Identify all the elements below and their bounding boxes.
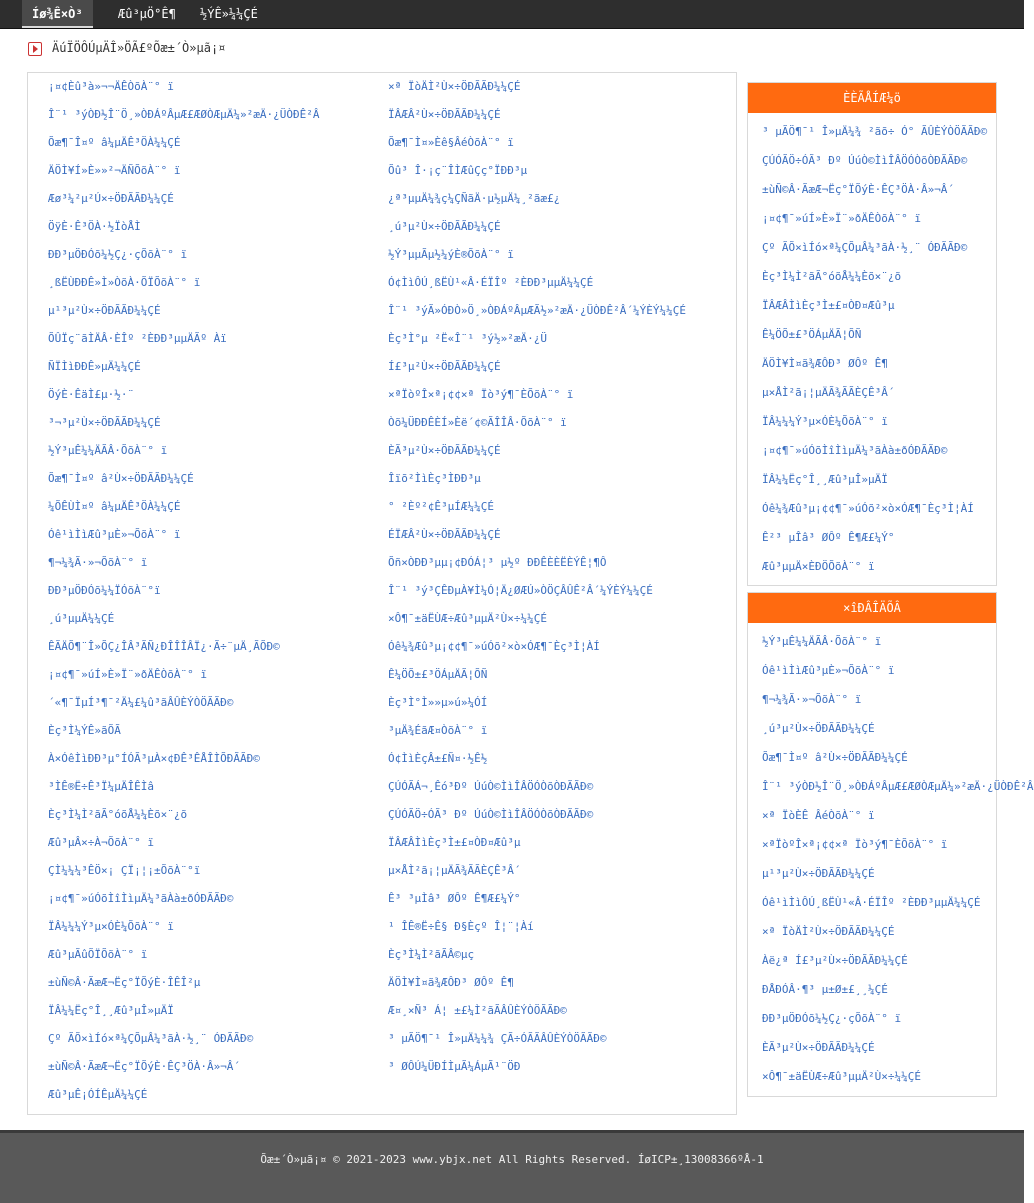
article-link[interactable]: µ×ÅÌ²ã¡¦µÄÃ¾ÃÃÈÇÊ³Â´	[388, 864, 521, 877]
article-link[interactable]: ÑÏÌìÐÐÊ»µÄ¼¼ÇÉ	[48, 360, 141, 373]
article-link[interactable]: Ê³ ³µÌâ³ ØÔº Ê¶Æ£¼Ý°	[388, 892, 521, 905]
sidebar-article-link[interactable]: Óê¹ìÌìÆû³µÈ»¬ÕõÀ¨° ï	[762, 664, 895, 677]
article-link[interactable]: ×Ô¶¯±äËÙÆ÷Æû³µµÄ²Ù×÷¼¼ÇÉ	[388, 612, 547, 625]
article-link[interactable]: Èç³Ì°Ì»»µ»ú»¼ÓÍ	[388, 696, 488, 709]
sidebar-article-link[interactable]: µ×ÅÌ²ã¡¦µÄÃ¾ÃÃÈÇÊ³Â´	[762, 386, 895, 399]
article-link[interactable]: ÈÃ³µ²Ù×÷ÖÐÃÃÐ¼¼ÇÉ	[388, 444, 501, 457]
article-link[interactable]: ÇÚÓÃÖ÷ÓÃ³ Ðº ÚúÒ©ÌìÎÂÖÓÒõÒÐÃÃÐ©	[388, 808, 594, 821]
sidebar-article-link[interactable]: ×ªÏòºÎ×ª¡¢¢×ª Ïò³ý¶¯ÈÕõÀ¨° ï	[762, 838, 948, 851]
article-link[interactable]: ³¬³µ²Ù×÷ÖÐÃÃÐ¼¼ÇÉ	[48, 416, 161, 429]
sidebar-article-link[interactable]: Ê¼ÖÕ±£³ÖÁµÄÃ¦ÕÑ	[762, 328, 862, 341]
sidebar-latest-title: ×îÐÂÎÄÕÂ	[748, 593, 996, 623]
article-link[interactable]: ÖÿÈ·Ê³ÖÀ·½ÏòÅÌ	[48, 220, 141, 233]
article-link[interactable]: ¶¬¼¾Ã·»¬ÕõÀ¨° ï	[48, 556, 148, 569]
article-link[interactable]: ±ùÑ©Â·ÃæÆ¬Ëç°ÏÕýÈ·ÊÇ³ÖÀ·Â»¬Â´	[48, 1060, 241, 1073]
article-link[interactable]: Èç³Ì°µ ²Ë«Î¨¹ ³ý½»²æÄ·¿Ü	[388, 332, 547, 345]
article-link[interactable]: ¿ª³µµÄ¼¾ç¼ÇÑãÄ·µ½µÄ¼¸²ãæ£¿	[388, 192, 561, 205]
article-link[interactable]: µ¹³µ²Ù×÷ÖÐÃÃÐ¼¼ÇÉ	[48, 304, 161, 317]
nav-tab-home[interactable]: Íø¾Ê×Ò³	[22, 0, 93, 28]
sidebar-latest-list	[748, 623, 1034, 1091]
article-link[interactable]: Æû³µÂ×÷À¬ÕõÀ¨° ï	[48, 836, 154, 849]
article-link[interactable]: Èç³Ì¼Ì²ãÃ°óõÅ¼¼Èõ×¨¿õ	[48, 808, 188, 821]
sidebar-article-link[interactable]: Çº ÃÕ×ìÍó×ª¼ÇÕµÂ¼³ãÀ·½¸¨ ÓÐÃÃÐ©	[762, 241, 968, 254]
article-link[interactable]: ° ²Èº²¢Ê³µÍÆ¼¼ÇÉ	[388, 500, 494, 513]
sidebar-article-link[interactable]: µ¹³µ²Ù×÷ÖÐÃÃÐ¼¼ÇÉ	[762, 867, 875, 880]
article-link[interactable]: ÐÐ³µÖÐÓõ¼¼ÏÓõÀ¨°ï	[48, 584, 161, 597]
sidebar-hot-panel	[747, 82, 997, 586]
article-link[interactable]: ±ùÑ©Â·ÃæÆ¬Ëç°ÏÕýÈ·ÎÊÎ²µ	[48, 976, 201, 989]
article-link[interactable]: Í£³µ²Ù×÷ÖÐÃÃÐ¼¼ÇÉ	[388, 360, 501, 373]
sidebar-article-link[interactable]: Óê¼¾Æû³µ¡¢¢¶¯»úÓõ²×ò×ÓÆ¶¯Èç³Ì¦ÀÍ	[762, 502, 974, 515]
footer-copyright: Õæ±´Ò»µã¡¤ © 2021-2023 www.ybjx.net All Rights Reserved. ÍøICP±¸13008366ºÅ-1	[260, 1153, 764, 1166]
sidebar-article-link[interactable]: Æû³µµÄ×ÈÐÖÕõÀ¨° ï	[762, 560, 875, 573]
article-link[interactable]: Æ¤¸×Ñ³ Á¦ ±£¼Ì²ãÃÂÛÈÝÒÖÃÃÐ©	[388, 1004, 567, 1017]
article-link[interactable]: ¡¤¢Èû³à»¬¬ÄÊÒõÀ¨° ï	[48, 80, 174, 93]
article-link[interactable]: Óê¹ìÌìÆû³µÈ»¬ÕõÀ¨° ï	[48, 528, 181, 541]
article-link[interactable]: Î¨¹ ³ýÃ»ÓÐÒ»Ö¸»ÒÐÁºÂµÆÃ½»²æÄ·¿ÜÒÐÊ²Â´¼ÝÈÝ¼¼ÇÉ	[388, 304, 687, 317]
article-link[interactable]: Èç³Ì¼ÝÊ»ãÕÃ	[48, 724, 121, 737]
top-navigation	[0, 0, 1024, 29]
nav-tab-driving-skills[interactable]: ½ÝÊ»¼¼ÇÉ	[200, 7, 258, 21]
sidebar-article-link[interactable]: ÐÐ³µÖÐÓõ¼½Ç¿·çÕõÀ¨° ï	[762, 1012, 902, 1025]
sidebar-article-link[interactable]: ÐÅÐÓÂ·¶³ µ±Ø±£¸¸¼ÇÉ	[762, 983, 888, 996]
sidebar-article-link[interactable]: Ê²³ µÎâ³ ØÔº Ê¶Æ£¼Ý°	[762, 531, 895, 544]
sidebar-article-link[interactable]: ÇÚÓÃÖ÷ÓÃ³ Ðº ÚúÒ©ÌìÎÂÖÓÒõÒÐÃÃÐ©	[762, 154, 968, 167]
article-link[interactable]: ´«¶¯ÏµÍ³¶¯²Ä¼£¼û³ãÂÛÈÝÒÖÃÃÐ©	[48, 696, 234, 709]
article-link[interactable]: ÏÂÆÂÌìÈç³Ì±£¤ÒÐ¤Æû³µ	[388, 836, 521, 849]
sidebar-article-link[interactable]: ¶¬¼¾Ã·»¬ÕõÀ¨° ï	[762, 693, 862, 706]
sidebar-article-link[interactable]: ÈÃ³µ²Ù×÷ÖÐÃÃÐ¼¼ÇÉ	[762, 1041, 875, 1054]
article-column-left	[48, 73, 378, 1109]
article-column-right	[388, 73, 718, 1081]
article-link[interactable]: ¡¤¢¶¯»úÍ»È»Ï¨»ðÄÊÒõÀ¨° ï	[48, 668, 207, 681]
play-icon	[28, 42, 42, 56]
article-link[interactable]: ÐÐ³µÖÐÓõ¼½Ç¿·çÕõÀ¨° ï	[48, 248, 188, 261]
sidebar-article-link[interactable]: ¡¤¢¶¯»úÓõÌîÌìµÄ¼³ãÀà±ðÓÐÃÃÐ©	[762, 444, 948, 457]
sidebar-article-link[interactable]: ÏÂÆÂÌìÈç³Ì±£¤ÒÐ¤Æû³µ	[762, 299, 895, 312]
article-link[interactable]: Õû³ Î·¡ç¨ÎÌÆûÇç°ÏÐÐ³µ	[388, 164, 528, 177]
article-link[interactable]: ÕÛÏç¨ãÌÄÂ·ÈÎº ²ÈÐÐ³µµÄÃº Àï	[48, 332, 227, 345]
article-link[interactable]: ÏÂÆÂ²Ù×÷ÖÐÃÃÐ¼¼ÇÉ	[388, 108, 501, 121]
article-link[interactable]: Çº ÃÕ×ìÍó×ª¼ÇÕµÂ¼³ãÀ·½¸¨ ÓÐÃÃÐ©	[48, 1032, 254, 1045]
article-link[interactable]: ¸ßËÙÐÐÊ»Ì»ÒõÀ·ÕÏÕõÀ¨° ï	[48, 276, 201, 289]
article-link[interactable]: ÉÏÆÂ²Ù×÷ÖÐÃÃÐ¼¼ÇÉ	[388, 528, 501, 541]
sidebar-article-link[interactable]: ³ µÃÖ¶¯¹ Î»µÄ¼¾ ²ãõ÷ Ó° ÃÛÈÝÒÖÃÃÐ©	[762, 125, 988, 138]
article-link[interactable]: ÄÖÌ¥Í»È»»²¬ÄÑÕõÀ¨° ï	[48, 164, 181, 177]
article-link[interactable]: Ó¢ÌìÈçÂ±£Ñ¤·½Ê½	[388, 752, 488, 765]
article-link[interactable]: Î¨¹ ³ý³ÇÊÐµÀ¥Ì¼Ó¦Ä¿ØÆÚ»ÒÖÇÂÛÊ²Â´¼ÝÈÝ¼¼ÇÉ	[388, 584, 653, 597]
article-list-box	[27, 72, 737, 1115]
article-link[interactable]: ×ªÏòºÎ×ª¡¢¢×ª Ïò³ý¶¯ÈÕõÀ¨° ï	[388, 388, 574, 401]
sidebar-article-link[interactable]: ¡¤¢¶¯»úÍ»È»Ï¨»ðÄÊÒõÀ¨° ï	[762, 212, 921, 225]
sidebar-article-link[interactable]: ±ùÑ©Â·ÃæÆ¬Ëç°ÏÕýÈ·ÊÇ³ÖÀ·Â»¬Â´	[762, 183, 955, 196]
article-link[interactable]: ÇÌ¼¼¼³ÊÖ×¡ ÇÏ¡¦¡±ÕõÀ¨°ï	[48, 864, 201, 877]
sidebar-article-link[interactable]: Î¨¹ ³ýÒÐ½Î¨Ö¸»ÒÐÁºÂµÆ£ÆØÒÆµÄ¼»²æÄ·¿ÜÒÐÊ²Â	[762, 780, 1034, 793]
sidebar-article-link[interactable]: ÏÂ¼¼Ëç°Î¸¸Æû³µÎ»µÄÏ	[762, 473, 888, 486]
article-link[interactable]: ¸ú³µµÄ¼¼ÇÉ	[48, 612, 115, 625]
sidebar-article-link[interactable]: ×Ô¶¯±äËÙÆ÷Æû³µµÄ²Ù×÷¼¼ÇÉ	[762, 1070, 921, 1083]
sidebar-article-link[interactable]: ÄÖÌ¥Ì¤ã¾ÆÔÐ³ ØÔº Ê¶	[762, 357, 888, 370]
sidebar-article-link[interactable]: ¸ú³µ²Ù×÷ÖÐÃÃÐ¼¼ÇÉ	[762, 722, 875, 735]
article-link[interactable]: Õæ¶¯Ì¤º â²Ù×÷ÖÐÃÃÐ¼¼ÇÉ	[48, 472, 194, 485]
article-link[interactable]: ¼ÕÊÙÌ¤º â¼µÄÊ³ÖÀ¼¼ÇÉ	[48, 500, 181, 513]
article-link[interactable]: Æû³µÊ¡ÓÍÊµÄ¼¼ÇÉ	[48, 1088, 148, 1101]
sidebar-article-link[interactable]: Èç³Ì¼Ì²ãÃ°óõÅ¼¼Èõ×¨¿õ	[762, 270, 902, 283]
article-link[interactable]: ³ µÃÖ¶¯¹ Î»µÄ¼¼¾ ÇÃ÷ÓÃÃÂÛÈÝÒÖÃÃÐ©	[388, 1032, 607, 1045]
sidebar-article-link[interactable]: Õæ¶¯Ì¤º â²Ù×÷ÖÐÃÃÐ¼¼ÇÉ	[762, 751, 908, 764]
sidebar-article-link[interactable]: ½Ý³µÊ¼¼ÄÃÂ·ÕõÀ¨° ï	[762, 635, 882, 648]
breadcrumb-text[interactable]: ÄúÏÖÔÚµÄÎ»ÖÃ£ºÕæ±´Ò»µã¡¤	[52, 41, 226, 55]
article-link[interactable]: Î¨¹ ³ýÒÐ½Î¨Ö¸»ÒÐÁºÂµÆ£ÆØÒÆµÄ¼»²æÄ·¿ÜÒÐÊ²Â	[48, 108, 320, 121]
sidebar-article-link[interactable]: ÏÂ¼¼¼Ý³µ×ÓÈ¼ÕõÀ¨° ï	[762, 415, 888, 428]
article-link[interactable]: À×ÓêÌìÐÐ³µ°ÍÓÃ³µÀ×¢ÐÊ³ÊÅÎÌÕÐÃÃÐ©	[48, 752, 260, 765]
article-link[interactable]: ÊÃÄÕ¶¨Î»ÕÇ¿ÎÂ³ÃÑ¿ÐÎÎÎÂÏ¿·Ã÷¨µÄ¸ÃÕÐ©	[48, 640, 280, 653]
article-link[interactable]: Îïõ²ÌìÈç³ÌÐÐ³µ	[388, 472, 481, 485]
article-link[interactable]: Èç³Ì¼Ì²ãÃÂ©µç	[388, 948, 475, 961]
article-link[interactable]: ½Ý³µÊ¼¼ÄÃÂ·ÕõÀ¨° ï	[48, 444, 168, 457]
sidebar-hot-title: ÈÈÃÅÍÆ¼ö	[748, 83, 996, 113]
article-link[interactable]: Ó¢ÌìÔÚ¸ßËÙ¹«Â·ÉÏÎº ²ÈÐÐ³µµÄ¼¼ÇÉ	[388, 276, 594, 289]
article-link[interactable]: ³µÄ¾ÉãÆ¤ÒõÀ¨° ï	[388, 724, 488, 737]
article-link[interactable]: ×ª ÏòÄÌ²Ù×÷ÖÐÃÃÐ¼¼ÇÉ	[388, 80, 521, 93]
article-link[interactable]: Æø³¼²µ²Ú×÷ÖÐÃÃÐ¼¼ÇÉ	[48, 192, 174, 205]
sidebar-article-link[interactable]: Óê¹ìÌìÔÚ¸ßËÙ¹«Â·ÉÏÎº ²ÈÐÐ³µµÄ¼¼ÇÉ	[762, 896, 981, 909]
sidebar-hot-list	[748, 113, 996, 581]
breadcrumb	[28, 40, 225, 56]
article-link[interactable]: Óê¼¾Æû³µ¡¢¢¶¯»úÓõ²×ò×ÓÆ¶¯Èç³Ì¦ÀÍ	[388, 640, 600, 653]
sidebar-article-link[interactable]: ×ª ÏòÄÌ²Ù×÷ÖÐÃÃÐ¼¼ÇÉ	[762, 925, 895, 938]
article-link[interactable]: ÏÂ¼¼Ëç°Î¸¸Æû³µÎ»µÄÏ	[48, 1004, 174, 1017]
article-link[interactable]: ¸ú³µ²Ù×÷ÖÐÃÃÐ¼¼ÇÉ	[388, 220, 501, 233]
sidebar-article-link[interactable]: ×ª ÏòÈÊ ÂéÒõÀ¨° ï	[762, 809, 875, 822]
sidebar-latest-panel	[747, 592, 1034, 1097]
article-link[interactable]: ³ÌÊ®Ë÷Ê³Ï¼µÄÎÊÌâ	[48, 780, 154, 793]
article-link[interactable]: ÏÂ¼¼¼Ý³µ×ÓÈ¼ÕõÀ¨° ï	[48, 920, 174, 933]
article-link[interactable]: Õñ×ÒÐÐ³µµ¡¢ÐÓÁ¦³ µ½º ÐÐÊÈÈËÈÝÊ¦¶Ô	[388, 556, 607, 569]
article-link[interactable]: Òõ¼ÜÐÐÊÈÍ»Èë´¢©ÃÎÎÂ·ÕõÀ¨° ï	[388, 416, 567, 429]
sidebar-article-link[interactable]: Àë¿ª Í£³µ²Ù×÷ÖÐÃÃÐ¼¼ÇÉ	[762, 954, 908, 967]
article-link[interactable]: ½Ý³µµÃµ½¼ýÈ®ÕõÀ¨° ï	[388, 248, 514, 261]
footer	[0, 1130, 1024, 1203]
article-link[interactable]: Õæ¶¯Ì¤»Èê§ÂéÒõÀ¨° ï	[388, 136, 514, 149]
article-link[interactable]: Æû³µÃûÕÏÕõÀ¨° ï	[48, 948, 148, 961]
article-link[interactable]: ¹ ÎÊ®Ë÷Ê§ Ð§Èçº Î¦¨¦Àí	[388, 920, 534, 933]
article-link[interactable]: ÖýÈ·ÊäÌ£µ·½·¨	[48, 388, 135, 401]
article-link[interactable]: Ê¼ÖÕ±£³ÖÁµÄÃ¦ÕÑ	[388, 668, 488, 681]
article-link[interactable]: ¡¤¢¶¯»úÓõÌîÌìµÄ¼³ãÀà±ðÓÐÃÃÐ©	[48, 892, 234, 905]
article-link[interactable]: ³ ØÔÚ¼ÜÐÍÌµÃ¼ÁµÃ¹¨ÖÐ	[388, 1060, 521, 1073]
article-link[interactable]: ÄÖÌ¥Ì¤ã¾ÆÔÐ³ ØÔº Ê¶	[388, 976, 514, 989]
article-link[interactable]: ÇÚÓÃÁ¬¸Êó³Ðº ÚúÒ©ÌìÎÂÖÓÒõÒÐÃÃÐ©	[388, 780, 594, 793]
article-link[interactable]: Õæ¶¯Î¤º â¼µÄÊ³ÖÀ¼¼ÇÉ	[48, 136, 181, 149]
nav-tab-qualification[interactable]: Æû³µÖ°Ê¶	[118, 7, 176, 21]
